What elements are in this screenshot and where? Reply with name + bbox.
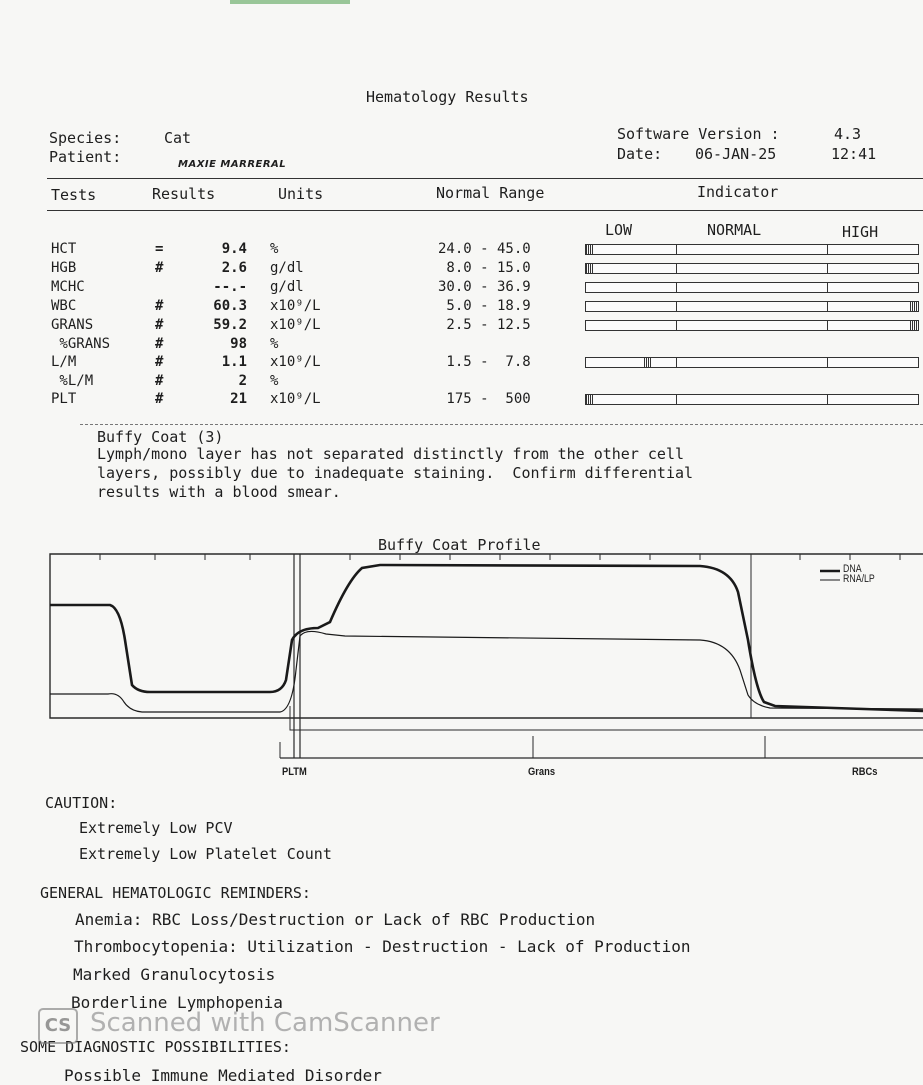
- row-flag: #: [155, 354, 164, 370]
- row-indicator-bar: [585, 282, 919, 293]
- buffy-note-title: Buffy Coat (3): [97, 428, 224, 446]
- row-flag: #: [155, 336, 164, 352]
- row-test-name: HCT: [51, 241, 77, 257]
- camscanner-logo: CS: [38, 1008, 78, 1044]
- row-unit: x10⁹/L: [270, 317, 321, 333]
- row-test-name: PLT: [51, 391, 77, 407]
- reminder-item-4: Borderline Lymphopenia: [71, 993, 283, 1012]
- software-label: Software Version :: [617, 125, 780, 143]
- marker-grans-label: Grans: [528, 766, 556, 778]
- scale-low: LOW: [605, 221, 633, 239]
- row-normal-range: 24.0 - 45.0: [438, 241, 531, 257]
- patient-name-handwritten: MAXIE MARRERAL: [178, 159, 287, 170]
- row-result: 59.2: [213, 317, 247, 333]
- row-result: 60.3: [213, 298, 247, 314]
- header-rule-bottom: [47, 210, 923, 211]
- row-flag: #: [155, 298, 164, 314]
- row-indicator-marker: [644, 358, 652, 367]
- buffy-note-line1: Lymph/mono layer has not separated distinctly from the other cell: [97, 445, 684, 463]
- row-flag: #: [155, 373, 164, 389]
- col-results: Results: [152, 185, 216, 203]
- diagnostics-label: SOME DIAGNOSTIC POSSIBILITIES:: [20, 1038, 291, 1056]
- report-title: Hematology Results: [366, 88, 529, 106]
- row-flag: #: [155, 391, 164, 407]
- chart-title: Buffy Coat Profile: [378, 536, 541, 554]
- col-tests: Tests: [51, 186, 97, 204]
- buffy-coat-profile-chart: [0, 530, 923, 790]
- row-flag: #: [155, 260, 164, 276]
- note-divider: [80, 424, 923, 425]
- software-value: 4.3: [834, 125, 862, 143]
- header-rule-top: [47, 178, 923, 179]
- row-result: 2.6: [221, 260, 247, 276]
- row-result: 9.4: [221, 241, 247, 257]
- row-indicator-bar: [585, 394, 919, 405]
- row-normal-range: 2.5 - 12.5: [438, 317, 531, 333]
- row-unit: x10⁹/L: [270, 391, 321, 407]
- patient-label: Patient:: [49, 148, 122, 166]
- caution-label: CAUTION:: [45, 794, 118, 812]
- row-normal-range: 1.5 - 7.8: [438, 354, 531, 370]
- legend-dna-label: DNA: [843, 563, 862, 575]
- row-indicator-marker: [586, 264, 594, 273]
- reminder-item-2: Thrombocytopenia: Utilization - Destruction - Lack of Production: [74, 937, 691, 956]
- species-value: Cat: [164, 129, 192, 147]
- row-test-name: MCHC: [51, 279, 85, 295]
- chart-svg: [0, 530, 923, 790]
- time-value: 12:41: [831, 145, 877, 163]
- date-value: 06-JAN-25: [695, 145, 777, 163]
- row-indicator-bar: [585, 263, 919, 274]
- col-indicator: Indicator: [697, 183, 779, 201]
- row-result: --.-: [213, 279, 247, 295]
- row-result: 1.1: [221, 354, 247, 370]
- row-normal-range: 5.0 - 18.9: [438, 298, 531, 314]
- chart-frame: [50, 554, 923, 718]
- row-unit: %: [270, 241, 279, 257]
- row-indicator-bar: [585, 320, 919, 331]
- scale-normal: NORMAL: [707, 221, 762, 239]
- marker-rbcs-label: RBCs: [852, 766, 878, 778]
- row-result: 2: [238, 373, 247, 389]
- reminders-label: GENERAL HEMATOLOGIC REMINDERS:: [40, 884, 311, 902]
- row-unit: %: [270, 336, 279, 352]
- scale-high: HIGH: [842, 223, 879, 241]
- row-unit: %: [270, 373, 279, 389]
- row-normal-range: 8.0 - 15.0: [438, 260, 531, 276]
- legend-rna-lp-label: RNA/LP: [843, 573, 875, 585]
- row-test-name: HGB: [51, 260, 77, 276]
- reminder-item-3: Marked Granulocytosis: [73, 965, 276, 984]
- row-test-name: GRANS: [51, 317, 94, 333]
- rna-lp-curve: [50, 631, 923, 712]
- col-units: Units: [278, 185, 324, 203]
- row-test-name: WBC: [51, 298, 77, 314]
- row-indicator-bar: [585, 301, 919, 312]
- caution-item-2: Extremely Low Platelet Count: [79, 845, 332, 863]
- row-flag: #: [155, 317, 164, 333]
- row-unit: g/dl: [270, 279, 304, 295]
- marker-pltm-label: PLTM: [282, 766, 307, 778]
- row-test-name: %GRANS: [51, 336, 111, 352]
- camscanner-watermark-text: Scanned with CamScanner: [90, 1008, 440, 1038]
- buffy-note-line2: layers, possibly due to inadequate staining. Confirm differential: [97, 464, 694, 482]
- reminder-item-1: Anemia: RBC Loss/Destruction or Lack of RBC Production: [75, 910, 596, 929]
- row-indicator-bar: [585, 244, 919, 255]
- row-normal-range: 30.0 - 36.9: [438, 279, 531, 295]
- col-normal-range: Normal Range: [436, 184, 545, 202]
- row-result: 98: [230, 336, 247, 352]
- row-test-name: %L/M: [51, 373, 94, 389]
- row-flag: =: [155, 241, 164, 257]
- row-unit: x10⁹/L: [270, 298, 321, 314]
- row-unit: g/dl: [270, 260, 304, 276]
- row-result: 21: [230, 391, 247, 407]
- species-label: Species:: [49, 129, 122, 147]
- diagnostics-item-1: Possible Immune Mediated Disorder: [64, 1066, 382, 1085]
- date-label: Date:: [617, 145, 663, 163]
- row-indicator-bar: [585, 357, 919, 368]
- buffy-note-line3: results with a blood smear.: [97, 483, 341, 501]
- row-test-name: L/M: [51, 354, 77, 370]
- caution-item-1: Extremely Low PCV: [79, 819, 233, 837]
- chart-top-ticks: [100, 554, 900, 560]
- row-indicator-marker: [910, 302, 918, 311]
- row-indicator-marker: [586, 395, 594, 404]
- scan-edge-mark: [230, 0, 350, 4]
- row-unit: x10⁹/L: [270, 354, 321, 370]
- row-normal-range: 175 - 500: [438, 391, 531, 407]
- row-indicator-marker: [586, 245, 594, 254]
- row-indicator-marker: [910, 321, 918, 330]
